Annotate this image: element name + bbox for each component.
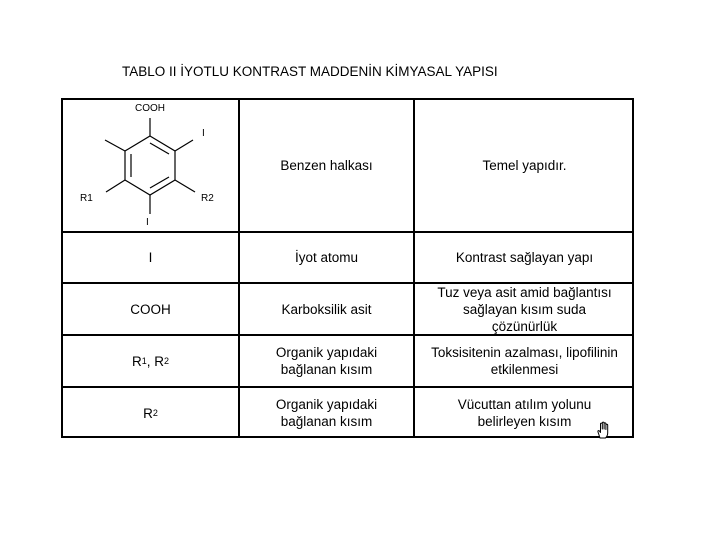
cooh-label: COOH	[135, 103, 165, 114]
subscript: 2	[152, 407, 158, 418]
row-1-col-3: Temel yapıdır.	[482, 158, 567, 173]
benzene-ring-diagram	[63, 100, 238, 231]
row-4-col-3: Toksisitenin azalması, lipofilinin etkilenmesi	[431, 345, 618, 377]
row-1-col-2: Benzen halkası	[280, 158, 373, 173]
hand-cursor-icon	[594, 420, 614, 440]
row-2-col-3: Kontrast sağlayan yapı	[455, 250, 594, 265]
subscript: 2	[164, 355, 170, 366]
iodine-label-bottom: I	[146, 217, 149, 228]
row-2-col-2: İyot atomu	[294, 250, 359, 265]
benzene-structure-cell	[63, 100, 238, 231]
benzene-ring	[125, 136, 175, 195]
subscript: 1	[141, 355, 147, 366]
iodine-label-right: I	[202, 128, 205, 139]
bond-i-right	[175, 140, 193, 151]
r-label: R	[143, 405, 153, 421]
page-title: TABLO II İYOTLU KONTRAST MADDENİN KİMYASAL YAPISI	[122, 64, 498, 79]
row-4-col-2: Organik yapıdaki bağlanan kısım	[275, 345, 378, 377]
bond-r1	[106, 180, 125, 192]
r1-label: R1	[80, 193, 93, 204]
separator-r-label: , R	[146, 353, 164, 369]
row-2-col-1: I	[148, 250, 153, 265]
r-label: R	[131, 353, 142, 369]
row-3-col-1: COOH	[130, 301, 171, 317]
r2-label: R2	[201, 193, 214, 204]
row-4-col-1	[63, 336, 238, 386]
row-5-col-2: Organik yapıdaki bağlanan kısım	[275, 397, 378, 429]
row-3-col-2: Karboksilik asit	[281, 301, 372, 317]
bond-r2	[175, 180, 195, 192]
chemical-structure-table	[61, 98, 634, 438]
bond-top-left	[105, 140, 125, 151]
row-3-col-3: Tuz veya asit amid bağlantısı sağlayan kısım suda çözünürlük	[437, 284, 612, 334]
row-5-col-3: Vücuttan atılım yolunu belirleyen kısım	[457, 397, 592, 429]
row-5-col-1	[63, 388, 238, 438]
